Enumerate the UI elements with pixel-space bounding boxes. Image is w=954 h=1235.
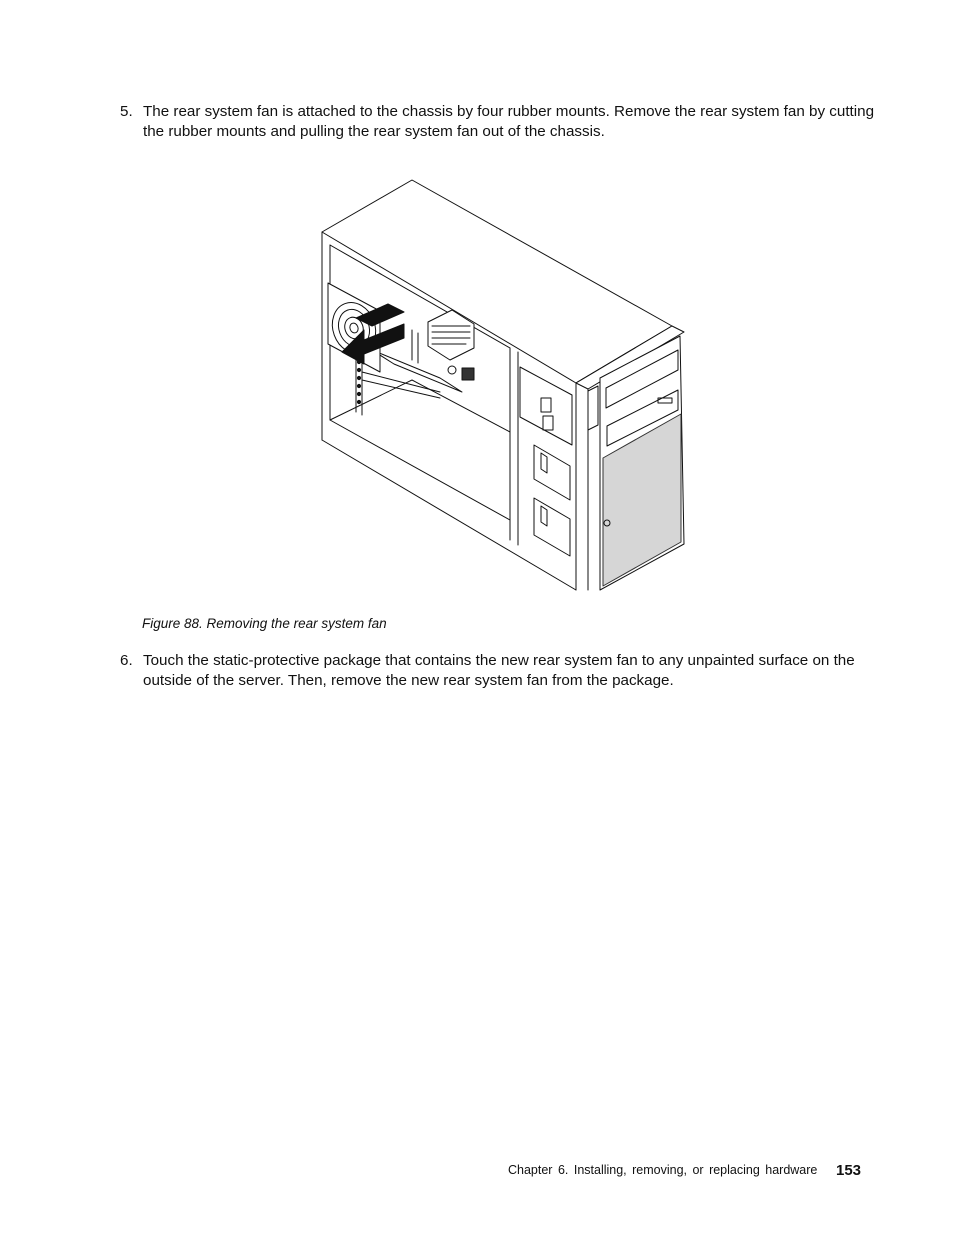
step-text: Touch the static-protective package that contains the new rear system fan to any unpainted surface on the outside of the server. Then, remove the new rear system fan from the package.	[143, 652, 855, 689]
drive-bays	[520, 367, 572, 556]
step-number: 6.	[120, 652, 133, 669]
step-5	[120, 102, 880, 141]
step-number: 5.	[120, 103, 133, 120]
heat-sink	[412, 310, 474, 380]
step-text: The rear system fan is attached to the chassis by four rubber mounts. Remove the rear system fan by cutting the rubber mounts and pulling the rear system fan out of the chassis.	[143, 103, 875, 140]
footer-chapter-title: Chapter 6. Installing, removing, or replacing hardware	[508, 1163, 818, 1177]
server-removal-illustration	[318, 176, 690, 594]
page-number: 153	[836, 1162, 862, 1179]
step-6	[120, 651, 880, 690]
figure-caption: Figure 88. Removing the rear system fan	[142, 616, 387, 631]
